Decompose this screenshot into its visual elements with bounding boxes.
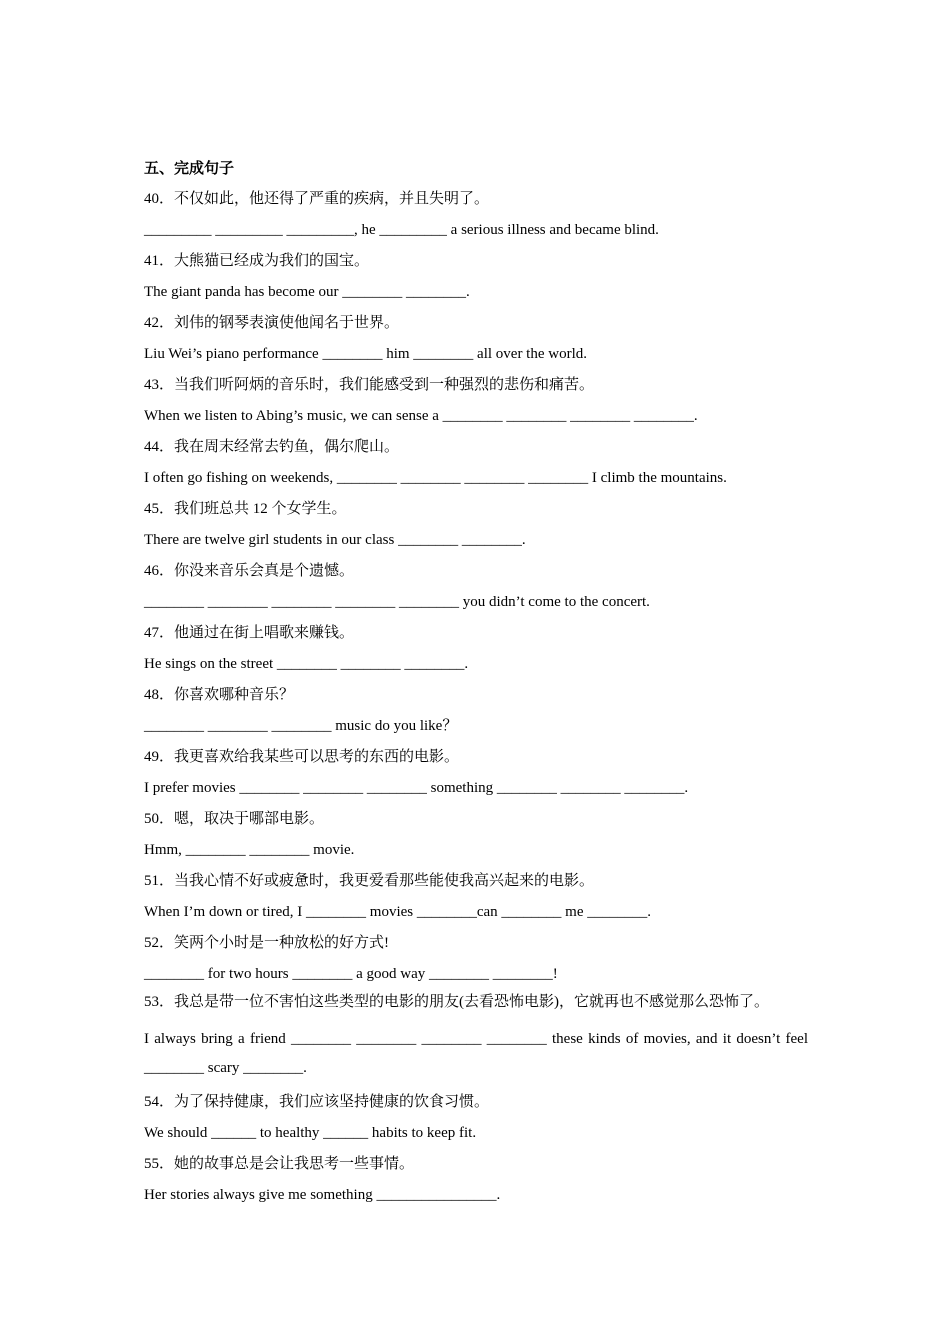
question-54 [144, 1090, 808, 1145]
question-english: ________ for two hours ________ a good way ________ ________! [144, 966, 558, 982]
question-english: He sings on the street ________ ________ ________. [144, 656, 469, 672]
question-prompt [144, 311, 808, 335]
question-chinese: 我更喜欢给我某些可以思考的东西的电影。 [174, 749, 460, 765]
question-english: We should ______ to healthy ______ habits to keep fit. [144, 1125, 477, 1141]
question-number: 40． [144, 191, 175, 207]
question-number: 42． [144, 315, 175, 331]
question-prompt [144, 987, 808, 1018]
question-chinese: 为了保持健康，我们应该坚持健康的饮食习惯。 [174, 1094, 490, 1110]
question-english: When I’m down or tired, I ________ movies ________can ________ me ________. [144, 904, 652, 920]
question-number: 41． [144, 253, 175, 269]
question-number: 48． [144, 687, 175, 703]
question-chinese: 嗯，取决于哪部电影。 [174, 811, 325, 827]
question-number: 45． [144, 501, 175, 517]
question-prompt [144, 373, 808, 397]
question-prompt [144, 869, 808, 893]
question-number: 51． [144, 873, 175, 889]
question-english: I prefer movies ________ ________ ________ something ________ ________ ________. [144, 780, 689, 796]
question-chinese: 你喜欢哪种音乐？ [174, 687, 295, 703]
section-title: 五、完成句子 [144, 159, 235, 177]
question-41 [144, 249, 808, 304]
question-prompt [144, 931, 808, 955]
question-chinese: 笑两个小时是一种放松的好方式! [174, 935, 390, 951]
question-chinese: 你没来音乐会真是个遗憾。 [174, 563, 355, 579]
question-chinese: 不仅如此，他还得了严重的疾病，并且失明了。 [174, 191, 490, 207]
question-chinese: 当我们听阿炳的音乐时，我们能感受到一种强烈的悲伤和痛苦。 [174, 377, 595, 393]
question-prompt [144, 497, 808, 521]
question-prompt [144, 559, 808, 583]
question-chinese: 大熊猫已经成为我们的国宝。 [174, 253, 370, 269]
question-number: 53． [144, 994, 175, 1010]
question-chinese: 刘伟的钢琴表演使他闻名于世界。 [174, 315, 400, 331]
question-english: Her stories always give me something ________________. [144, 1187, 501, 1203]
question-english: The giant panda has become our ________ ________. [144, 284, 470, 300]
question-45 [144, 497, 808, 552]
question-51 [144, 869, 808, 924]
question-number: 44． [144, 439, 175, 455]
question-42 [144, 311, 808, 366]
question-number: 55． [144, 1156, 175, 1172]
question-prompt [144, 683, 808, 707]
question-chinese: 她的故事总是会让我思考一些事情。 [174, 1156, 415, 1172]
question-prompt [144, 807, 808, 831]
question-prompt [144, 1090, 808, 1114]
question-chinese: 我总是带一位不害怕这些类型的电影的朋友(去看恐怖电影)，它就再也不感觉那么恐怖了。 [174, 994, 770, 1010]
question-prompt [144, 249, 808, 273]
question-47 [144, 621, 808, 676]
question-chinese: 他通过在街上唱歌来赚钱。 [174, 625, 355, 641]
question-40 [144, 187, 808, 242]
question-number: 49． [144, 749, 175, 765]
question-number: 50． [144, 811, 175, 827]
question-english: Hmm, ________ ________ movie. [144, 842, 355, 858]
question-english: ________ ________ ________ ________ ________ you didn’t come to the concert. [144, 594, 650, 610]
question-52 [144, 931, 808, 986]
question-number: 47． [144, 625, 175, 641]
question-prompt [144, 621, 808, 645]
question-english: Liu Wei’s piano performance ________ him ________ all over the world. [144, 346, 588, 362]
question-english: I often go fishing on weekends, ________ ________ ________ ________ I climb the mountains. [144, 470, 727, 486]
question-46 [144, 559, 808, 614]
question-prompt [144, 745, 808, 769]
question-english: When we listen to Abing’s music, we can sense a ________ ________ ________ ________. [144, 408, 698, 424]
question-number: 43． [144, 377, 175, 393]
question-53 [144, 987, 808, 1083]
question-chinese: 当我心情不好或疲惫时，我更爱看那些能使我高兴起来的电影。 [174, 873, 595, 889]
question-44 [144, 435, 808, 490]
question-55 [144, 1152, 808, 1207]
question-chinese: 我在周末经常去钓鱼，偶尔爬山。 [174, 439, 400, 455]
question-number: 54． [144, 1094, 175, 1110]
question-43 [144, 373, 808, 428]
question-english: I always bring a friend ________ ________ ________ ________ these kinds of movies, and it doesn’t feel ________ scary ________. [144, 1031, 808, 1076]
question-english: There are twelve girl students in our class ________ ________. [144, 532, 526, 548]
question-prompt [144, 1152, 808, 1176]
question-prompt [144, 187, 808, 211]
question-49 [144, 745, 808, 800]
question-48 [144, 683, 808, 738]
question-english: ________ ________ ________ music do you like？ [144, 718, 458, 734]
question-50 [144, 807, 808, 862]
question-english: _________ _________ _________, he _________ a serious illness and became blind. [144, 222, 659, 238]
question-number: 52． [144, 935, 175, 951]
question-chinese: 我们班总共 12 个女学生。 [174, 501, 347, 517]
worksheet-page [144, 156, 808, 1207]
question-number: 46． [144, 563, 175, 579]
question-prompt [144, 435, 808, 459]
